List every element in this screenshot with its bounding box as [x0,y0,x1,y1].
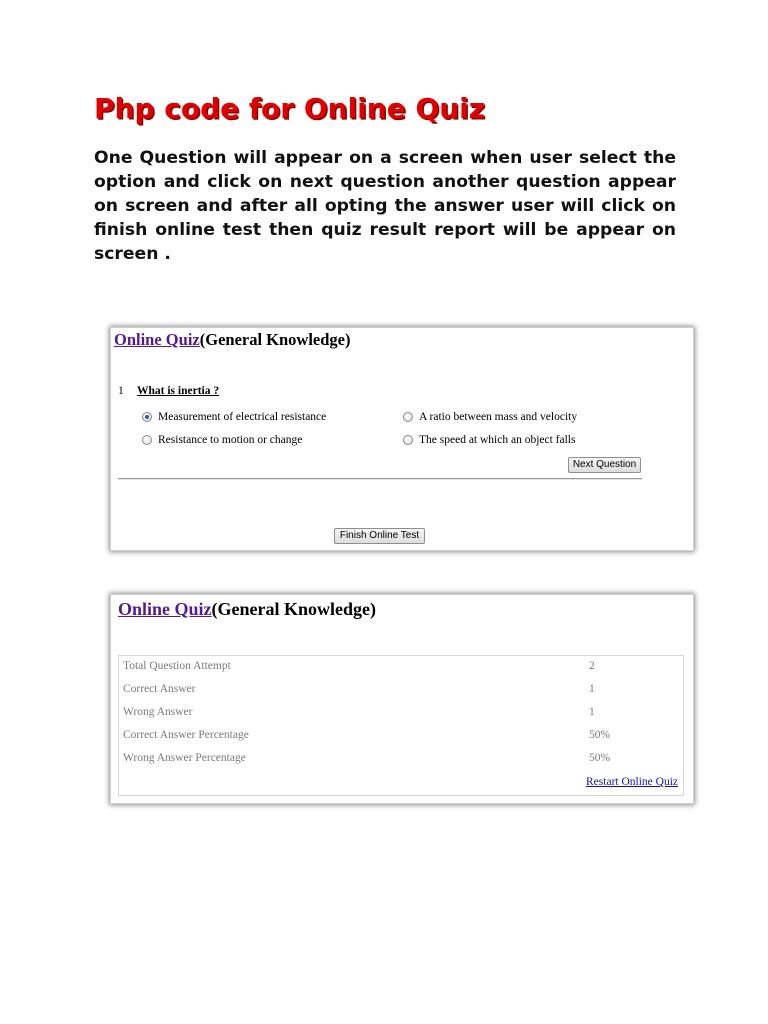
radio-icon[interactable] [403,412,413,422]
result-value: 1 [589,706,595,718]
divider [118,478,642,480]
option-speed-object-falls[interactable] [403,434,575,446]
result-value: 50% [589,752,611,764]
radio-selected-icon[interactable] [142,412,152,422]
next-question-button[interactable]: Next Question [568,457,641,473]
result-value: 50% [589,729,611,741]
question-number: 1 [118,385,124,397]
result-row-total-attempt [123,660,679,676]
option-label: Resistance to motion or change [158,434,303,446]
result-label: Total Question Attempt [123,660,231,672]
option-measurement-electrical-resistance[interactable] [142,411,326,423]
option-resistance-to-motion[interactable] [142,434,302,446]
result-label: Correct Answer Percentage [123,729,249,741]
option-label: Measurement of electrical resistance [158,411,327,423]
result-row-wrong-answer [123,706,679,722]
document-paragraph: One Question will appear on a screen when user select the option and click on next question another question appear on screen and after all opting the answer user will click on finish online test then quiz result report will be appear on screen . [94,148,676,264]
option-ratio-mass-velocity[interactable] [403,411,577,423]
result-table [118,655,684,796]
finish-online-test-button[interactable]: Finish Online Test [334,528,425,544]
result-row-correct-answer [123,683,679,699]
result-header [118,599,376,620]
result-label: Correct Answer [123,683,196,695]
result-row-wrong-percentage [123,752,679,768]
option-label: A ratio between mass and velocity [419,411,578,423]
quiz-category: (General Knowledge) [211,599,376,619]
document-title: Php code for Online Quiz [94,92,486,125]
question-text: What is inertia ? [137,385,220,397]
online-quiz-link[interactable]: Online Quiz [118,599,212,619]
radio-icon[interactable] [403,435,413,445]
result-value: 1 [589,683,595,695]
option-label: The speed at which an object falls [419,434,576,446]
restart-online-quiz-link[interactable]: Restart Online Quiz [586,776,678,788]
result-screenshot [110,594,694,804]
quiz-screenshot [110,327,694,551]
quiz-category: (General Knowledge) [199,330,351,349]
result-label: Wrong Answer Percentage [123,752,246,764]
result-row-correct-percentage [123,729,679,745]
online-quiz-link[interactable]: Online Quiz [114,330,200,349]
result-value: 2 [589,660,595,672]
radio-icon[interactable] [142,435,152,445]
quiz-header [114,330,351,350]
result-label: Wrong Answer [123,706,193,718]
